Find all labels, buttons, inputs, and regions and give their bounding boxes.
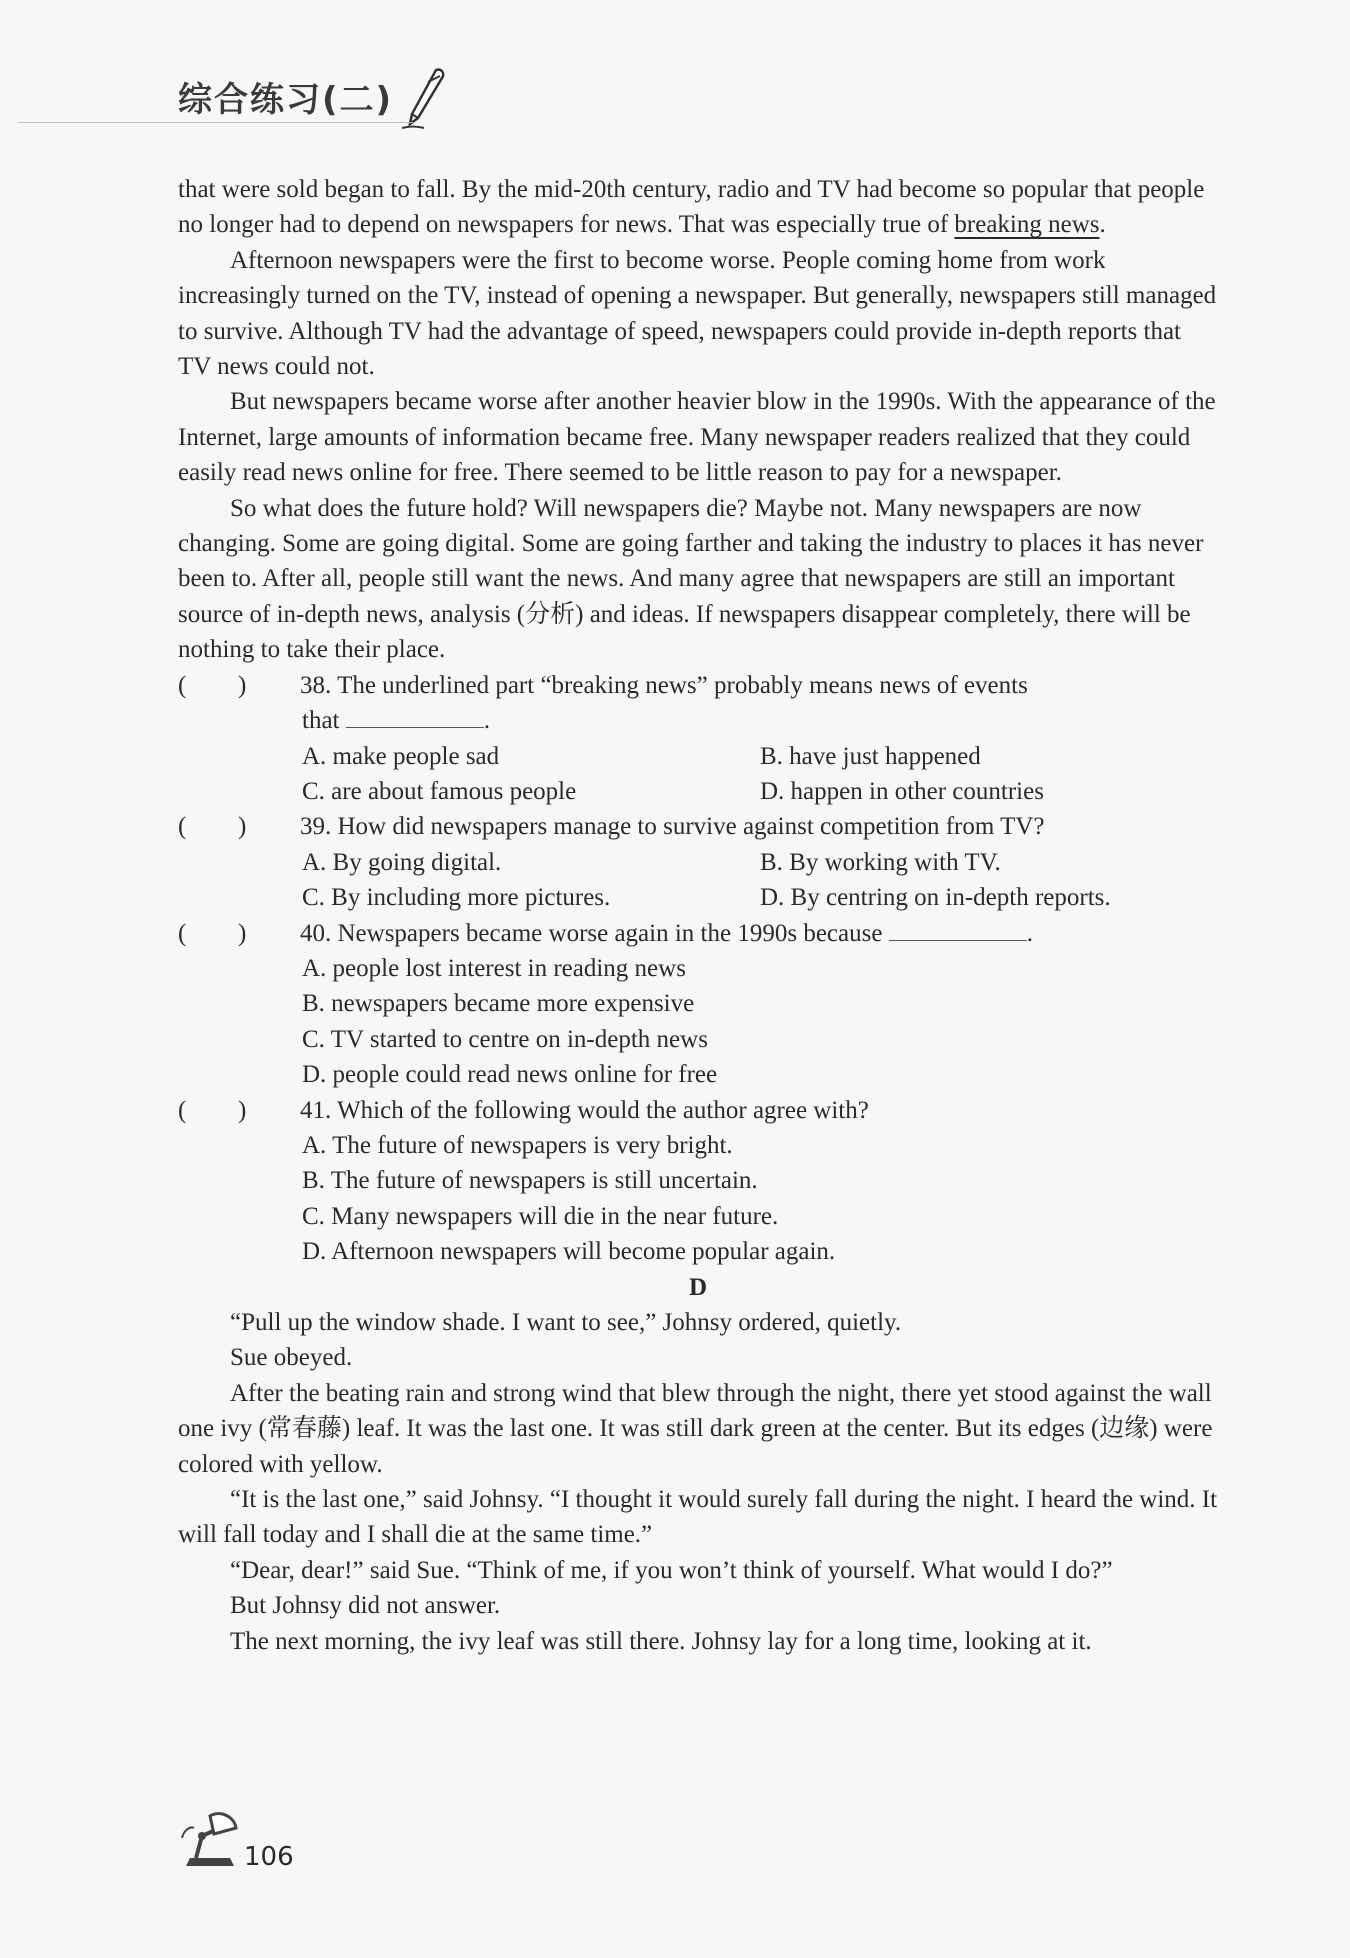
answer-paren-open: ( — [178, 919, 187, 947]
header-rule — [18, 122, 413, 123]
answer-option: D. Afternoon newspapers will become popular again. — [302, 1238, 836, 1266]
question-text: Which of the following would the author agree with? — [337, 1096, 869, 1124]
paragraph: But newspapers became worse after another heavier blow in the 1990s. With the appearance of the Internet, large amounts of information became free. Many newspaper readers realized that they could easily read news online for free. There seemed to be little reason to pay for a newspaper. — [178, 388, 1216, 487]
underlined-phrase: breaking news — [954, 211, 1100, 239]
answer-option: D. happen in other countries — [760, 777, 1044, 805]
answer-option: B. newspapers became more expensive — [302, 990, 695, 1018]
paragraph: “It is the last one,” said Johnsy. “I thought it would surely fall during the night. I heard the wind. It will fall today and I shall die at the same time.” — [178, 1486, 1218, 1549]
passage-d — [178, 1305, 1218, 1659]
paragraph: The next morning, the ivy leaf was still there. Johnsy lay for a long time, looking at it. — [230, 1627, 1092, 1655]
answer-option: A. make people sad — [302, 742, 500, 770]
blank-end: . — [483, 707, 490, 735]
answer-option: C. Many newspapers will die in the near future. — [302, 1202, 779, 1230]
question-number: 41. — [300, 1096, 332, 1124]
option-row — [178, 845, 1218, 880]
question-number: 39. — [300, 813, 332, 841]
answer-paren-close: ) — [238, 813, 247, 841]
answer-option: A. The future of newspapers is very bright. — [302, 1131, 733, 1159]
answer-blank[interactable] — [346, 703, 484, 728]
question-number: 38. — [300, 671, 332, 699]
answer-option: A. people lost interest in reading news — [302, 954, 686, 982]
question-stem — [178, 916, 1218, 951]
question-list — [178, 668, 1218, 1270]
paragraph: So what does the future hold? Will newspapers die? Maybe not. Many newspapers are now changing. Some are going digital. Some are going farther and taking the industry to places it has never been to. After all, people still want the news. And many agree that newspapers are still an important source of in-depth news, analysis (分析) and ideas. If newspapers disappear completely, there will be nothing to take their place. — [178, 494, 1204, 664]
question-continuation — [178, 703, 1218, 738]
answer-option: D. people could read news online for free — [302, 1061, 718, 1089]
question-text: The underlined part “breaking news” probably means news of events — [337, 671, 1028, 699]
answer-paren-close: ) — [238, 919, 247, 947]
answer-paren-open: ( — [178, 1096, 187, 1124]
section-d-heading: D — [688, 1273, 708, 1301]
answer-option: B. By working with TV. — [760, 848, 1001, 876]
blank-end: . — [1026, 919, 1033, 947]
answer-paren-close: ) — [238, 1096, 247, 1124]
answer-option: C. TV started to centre on in-depth news — [302, 1025, 708, 1053]
exercise-body — [178, 172, 1218, 1659]
question-stem — [178, 809, 1218, 844]
answer-paren-close: ) — [238, 671, 247, 699]
paragraph — [178, 172, 1218, 243]
paragraph: Sue obeyed. — [230, 1344, 353, 1372]
answer-option: C. are about famous people — [302, 777, 577, 805]
page-header-title: 综合练习(二) — [178, 80, 394, 120]
question-stem — [178, 1093, 1218, 1128]
answer-blank[interactable] — [889, 916, 1027, 941]
question-text: How did newspapers manage to survive against competition from TV? — [337, 813, 1045, 841]
option-row — [178, 739, 1218, 774]
answer-option: C. By including more pictures. — [302, 884, 611, 912]
page-number: 106 — [244, 1842, 294, 1872]
answer-paren-open: ( — [178, 813, 187, 841]
answer-option: B. have just happened — [760, 742, 981, 770]
question-number: 40. — [300, 919, 332, 947]
paragraph: “Dear, dear!” said Sue. “Think of me, if you won’t think of yourself. What would I do?” — [230, 1556, 1113, 1584]
answer-option: A. By going digital. — [302, 848, 502, 876]
continuation-text: that — [302, 707, 340, 735]
answer-option: D. By centring on in-depth reports. — [760, 884, 1111, 912]
answer-option: B. The future of newspapers is still uncertain. — [302, 1167, 758, 1195]
option-row — [178, 774, 1218, 809]
question-text: Newspapers became worse again in the 1990s because — [337, 919, 883, 947]
paragraph: Afternoon newspapers were the first to become worse. People coming home from work increasingly turned on the TV, instead of opening a newspaper. But generally, newspapers still managed to survive. Although TV had the advantage of speed, newspapers could provide in-depth reports that TV news could not. — [178, 246, 1217, 381]
answer-paren-open: ( — [178, 671, 187, 699]
desk-lamp-icon — [180, 1808, 240, 1870]
paragraph: “Pull up the window shade. I want to see,” Johnsy ordered, quietly. — [230, 1309, 902, 1336]
paragraph: After the beating rain and strong wind that blew through the night, there yet stood against the wall one ivy (常春藤) leaf. It was the last one. It was still dark green at the center. But its edges (边缘) were colored with yellow. — [178, 1379, 1213, 1478]
paragraph: But Johnsy did not answer. — [230, 1592, 501, 1620]
option-row — [178, 880, 1218, 915]
text-run: that were sold began to fall. By the mid-20th century, radio and TV had become so popular that people no longer had to depend on newspapers for news. That was especially true of — [178, 176, 1205, 239]
question-stem — [178, 668, 1218, 703]
passage-c — [178, 172, 1218, 668]
text-run: . — [1099, 211, 1106, 239]
